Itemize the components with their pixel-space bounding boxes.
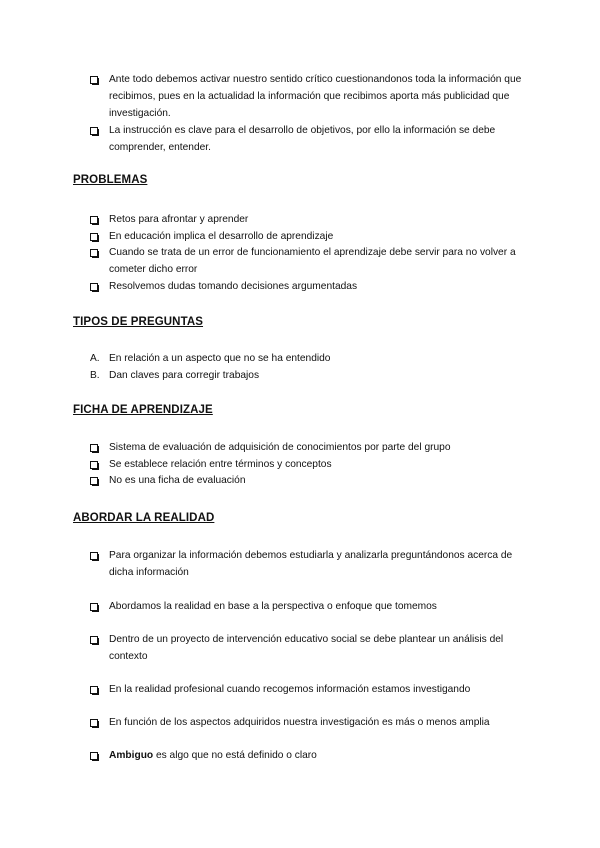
checkbox-bullet-icon <box>90 439 100 456</box>
list-item <box>90 714 530 731</box>
list-item <box>90 631 530 665</box>
list-item <box>90 228 530 245</box>
list-item-text: Para organizar la información debemos estudiarla y analizarla preguntándonos acerca de dicha información <box>109 550 513 578</box>
list-item <box>90 350 530 367</box>
list-item-text <box>90 747 530 764</box>
list-item-text: Ante todo debemos activar nuestro sentido crítico cuestionandonos toda la información que recibimos, pues en la actualidad la información que recibimos aporta más publicidad que investigación. <box>109 74 522 119</box>
list-item-text: Dentro de un proyecto de intervención educativo social se debe plantear un análisis del contexto <box>109 634 504 662</box>
checkbox-bullet-icon <box>90 122 100 139</box>
checkbox-bullet-icon <box>90 631 100 648</box>
list-item <box>90 211 530 228</box>
list-item-text: Abordamos la realidad en base a la perspectiva o enfoque que tomemos <box>109 601 437 612</box>
checkbox-bullet-icon <box>90 244 100 261</box>
list-item <box>90 472 530 489</box>
section-heading-ficha: FICHA DE APRENDIZAJE <box>73 404 213 416</box>
list-item <box>90 244 530 278</box>
checkbox-bullet-icon <box>90 211 100 228</box>
list-item-text: No es una ficha de evaluación <box>109 475 246 486</box>
list-item-text: Retos para afrontar y aprender <box>109 214 249 225</box>
list-item-text: En la realidad profesional cuando recogemos información estamos investigando <box>109 684 471 695</box>
list-item-text: Se establece relación entre términos y conceptos <box>109 459 332 470</box>
list-item-text: Dan claves para corregir trabajos <box>109 370 260 381</box>
checkbox-bullet-icon <box>90 278 100 295</box>
checkbox-bullet-icon <box>90 747 100 764</box>
checkbox-bullet-icon <box>90 71 100 88</box>
list-item <box>90 122 530 156</box>
list-item-text: Cuando se trata de un error de funcionamiento el aprendizaje debe servir para no volver a cometer dicho error <box>109 247 516 275</box>
list-item <box>90 278 530 295</box>
list-item <box>90 598 530 615</box>
list-item <box>90 71 530 122</box>
list-item <box>90 367 530 384</box>
list-item-text: Sistema de evaluación de adquisición de conocimientos por parte del grupo <box>109 442 451 453</box>
checkbox-bullet-icon <box>90 714 100 731</box>
list-marker: B. <box>90 370 100 381</box>
checkbox-bullet-icon <box>90 472 100 489</box>
checkbox-bullet-icon <box>90 456 100 473</box>
list-item <box>90 747 530 764</box>
list-item-text: La instrucción es clave para el desarrollo de objetivos, por ello la información se debe comprender, entender. <box>109 125 496 153</box>
checkbox-bullet-icon <box>90 228 100 245</box>
list-item <box>90 547 530 581</box>
list-item <box>90 439 530 456</box>
term-definition: es algo que no está definido o claro <box>153 750 317 761</box>
list-item-text: En relación a un aspecto que no se ha entendido <box>109 353 331 364</box>
section-heading-abordar: ABORDAR LA REALIDAD <box>73 512 215 524</box>
checkbox-bullet-icon <box>90 547 100 564</box>
list-item-text: En educación implica el desarrollo de aprendizaje <box>109 231 334 242</box>
list-item-text: En función de los aspectos adquiridos nuestra investigación es más o menos amplia <box>109 717 490 728</box>
list-marker: A. <box>90 353 100 364</box>
bold-term: Ambiguo <box>109 750 154 761</box>
list-item <box>90 681 530 698</box>
checkbox-bullet-icon <box>90 681 100 698</box>
list-item <box>90 456 530 473</box>
list-item-text: Resolvemos dudas tomando decisiones argumentadas <box>109 281 358 292</box>
section-heading-problemas: PROBLEMAS <box>73 174 148 186</box>
section-heading-tipos-preguntas: TIPOS DE PREGUNTAS <box>73 316 204 328</box>
checkbox-bullet-icon <box>90 598 100 615</box>
